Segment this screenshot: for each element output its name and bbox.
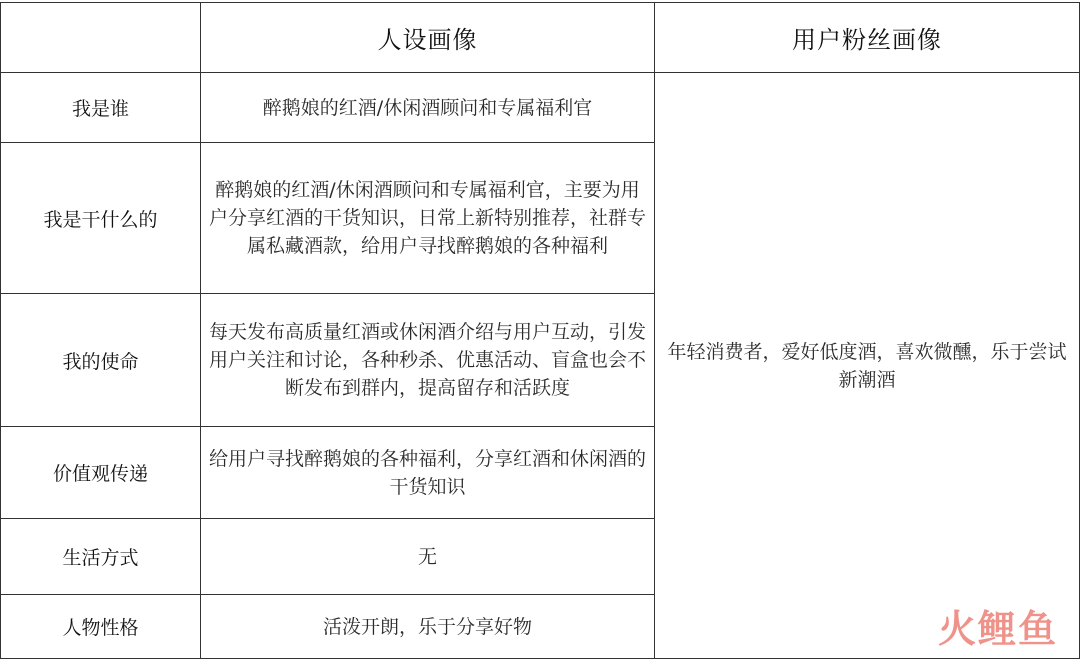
watermark-logo: 火鲤鱼: [937, 607, 1058, 651]
row-content-what: 醉鹅娘的红酒/休闲酒顾问和专属福利官，主要为用户分享红酒的干货知识，日常上新特别推荐，社群专属私藏酒款，给用户寻找醉鹅娘的各种福利: [201, 143, 655, 294]
row-label-lifestyle: 生活方式: [1, 519, 201, 595]
table-row: [1, 73, 1080, 143]
row-label-who: 我是谁: [1, 73, 201, 143]
row-content-who: 醉鹅娘的红酒/休闲酒顾问和专属福利官: [201, 73, 655, 143]
persona-table: [0, 2, 1080, 659]
row-label-personality: 人物性格: [1, 595, 201, 659]
row-content-mission: 每天发布高质量红酒或休闲酒介绍与用户互动，引发用户关注和讨论，各种秒杀、优惠活动、盲盒也会不断发布到群内，提高留存和活跃度: [201, 294, 655, 427]
persona-header: 人设画像: [201, 3, 655, 73]
fans-profile-cell: 年轻消费者，爱好低度酒，喜欢微醺，乐于尝试新潮酒: [655, 73, 1080, 659]
row-content-personality: 活泼开朗，乐于分享好物: [201, 595, 655, 659]
row-label-values: 价值观传递: [1, 427, 201, 519]
fans-header: 用户粉丝画像: [655, 3, 1080, 73]
row-label-mission: 我的使命: [1, 294, 201, 427]
row-content-lifestyle: 无: [201, 519, 655, 595]
header-row: [1, 3, 1080, 73]
row-content-values: 给用户寻找醉鹅娘的各种福利，分享红酒和休闲酒的干货知识: [201, 427, 655, 519]
row-label-what: 我是干什么的: [1, 143, 201, 294]
corner-cell: [1, 3, 201, 73]
